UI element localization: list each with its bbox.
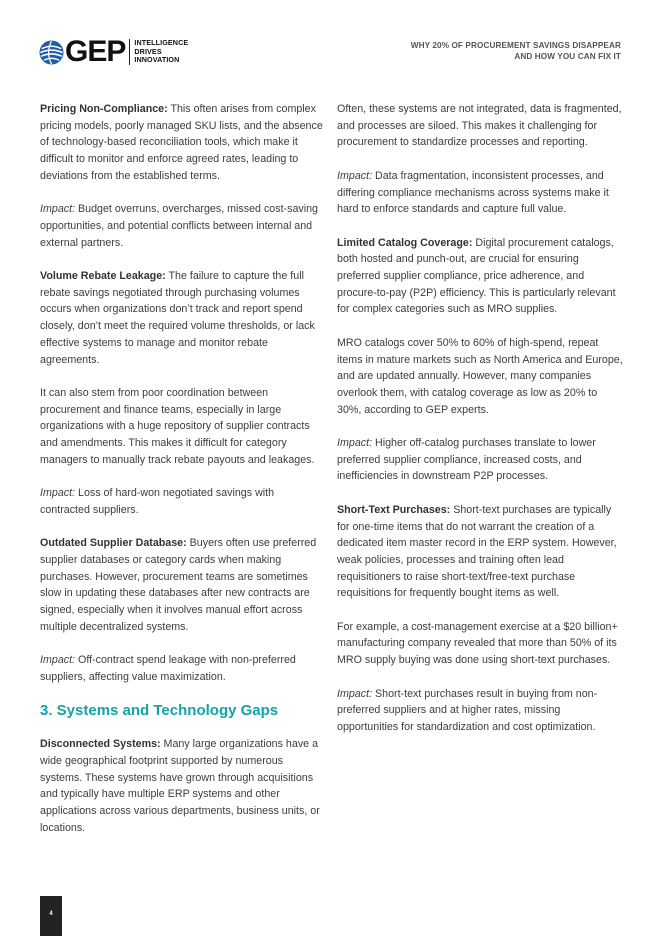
gep-logo xyxy=(39,35,189,68)
tagline-line: INTELLIGENCE xyxy=(134,38,189,48)
paragraph xyxy=(337,335,623,419)
impact-label: Impact: xyxy=(337,169,373,182)
impact-label: Impact: xyxy=(40,487,76,500)
logo-tagline xyxy=(134,39,188,64)
paragraph-text: Off-contract spend leakage with non-preferred suppliers, affecting value maximization. xyxy=(40,654,296,683)
paragraph xyxy=(40,535,324,635)
paragraph xyxy=(337,686,623,736)
paragraph-text: The failure to capture the full rebate savings negotiated through purchasing volumes occurs when organizations don’t track and report spend closely, don’t meet the required volume thresholds, or lack effective systems to manage and monitor rebate agreements. xyxy=(40,270,315,366)
logo-divider xyxy=(129,39,130,65)
tagline-line: DRIVES xyxy=(134,46,162,56)
paragraph-lead: Short-Text Purchases: xyxy=(337,503,451,516)
paragraph xyxy=(40,736,324,836)
paragraph-text: This often arises from complex pricing models, poorly managed SKU lists, and the absence of technology-based reconciliation tools, which make it difficult to monitor and enforce agreed rates, leading to deviations from the established terms. xyxy=(40,103,323,182)
paragraph xyxy=(40,652,324,685)
paragraph-text: Loss of hard-won negotiated savings with contracted suppliers. xyxy=(40,487,275,516)
paragraph-lead: Pricing Non-Compliance: xyxy=(40,103,168,115)
paragraph-text: Short-text purchases result in buying from non-preferred suppliers and at higher rates, missing opportunities for standardization and cost optimization. xyxy=(337,687,598,733)
paragraph-text: Short-text purchases are typically for one-time items that do not warrant the creation of a dedicated item master record in the ERP system. However, weak policies, processes and training often lead requisitioners to raise short-text/free-text purchase requisitions for frequently bought items as well. xyxy=(337,503,617,600)
paragraph xyxy=(337,168,623,218)
paragraph-text: Budget overruns, overcharges, missed cost-saving opportunities, and potential conflicts between internal and external partners. xyxy=(40,203,319,249)
right-column xyxy=(337,101,623,752)
paragraph-text: Digital procurement catalogs, both hosted and punch-out, are crucial for ensuring preferred supplier compliance, price adherence, and procure-to-pay (P2P) efficiency. This is particularly relevant for complex categories such as MRO supplies. xyxy=(337,236,616,316)
paragraph-lead: Limited Catalog Coverage: xyxy=(337,236,473,249)
paragraph xyxy=(337,435,623,485)
page-header xyxy=(0,0,662,80)
paragraph-text: For example, a cost-management exercise at a $20 billion+ manufacturing company revealed that more than 50% of its MRO supply buying was done using short-text purchases. xyxy=(337,620,618,667)
paragraph-text: Data fragmentation, inconsistent processes, and differing compliance mechanisms across systems make it hard to enforce standards and capture full value. xyxy=(337,169,609,216)
running-title xyxy=(411,40,621,62)
page-number-tab xyxy=(40,896,62,936)
paragraph-text: MRO catalogs cover 50% to 60% of high-spend, repeat items in mature markets such as North America and Europe, and are updated annually. However, many companies overlook them, with catalog coverage as low as 20% to 30%, according to GEP experts. xyxy=(337,336,623,416)
tagline-line: INNOVATION xyxy=(134,55,180,65)
paragraph xyxy=(40,201,324,251)
paragraph-text: It can also stem from poor coordination between procurement and finance teams, especially in large organizations with a huge repository of supplier contracts and amendments. This makes it difficult for category managers to manually track rebate payouts and leakages. xyxy=(40,386,315,466)
impact-label: Impact: xyxy=(337,437,373,449)
paragraph xyxy=(40,385,324,469)
paragraph xyxy=(40,101,324,185)
impact-label: Impact: xyxy=(40,203,76,216)
globe-icon xyxy=(39,40,64,65)
paragraph xyxy=(337,502,623,602)
paragraph xyxy=(337,235,623,319)
page-number: 4 xyxy=(49,911,53,917)
paragraph xyxy=(40,268,324,368)
paragraph-lead: Disconnected Systems: xyxy=(40,738,161,751)
paragraph-lead: Volume Rebate Leakage: xyxy=(40,270,166,282)
paragraph-text: Many large organizations have a wide geographical footprint supported by numerous systems. These systems have grown through acquisitions and typically have multiple ERP systems and other applications across various departments, business units, or locations. xyxy=(40,738,320,834)
logo-wordmark: GEP xyxy=(65,35,126,68)
running-title-line: AND HOW YOU CAN FIX IT xyxy=(514,52,621,61)
running-title-line: WHY 20% OF PROCUREMENT SAVINGS DISAPPEAR xyxy=(410,41,621,50)
impact-label: Impact: xyxy=(40,654,76,667)
impact-label: Impact: xyxy=(337,687,373,700)
left-column xyxy=(40,101,324,853)
section-heading: 3. Systems and Technology Gaps xyxy=(40,702,279,720)
paragraph-text: Often, these systems are not integrated, data is fragmented, and processes are siloed. This makes it challenging for procurement to standardize processes and reporting. xyxy=(337,103,622,149)
paragraph-text: Higher off-catalog purchases translate to lower preferred supplier compliance, increased costs, and inefficiencies in downstream P2P processes. xyxy=(337,437,596,483)
paragraph-text: Buyers often use preferred supplier databases or category cards when making purchases. However, procurement teams are sometimes slow in updating these databases after new contracts are signed, especially when it involves manual effort across multiple decentralized systems. xyxy=(40,537,317,633)
paragraph xyxy=(337,619,623,669)
paragraph xyxy=(40,485,324,518)
paragraph-lead: Outdated Supplier Database: xyxy=(40,537,187,550)
paragraph xyxy=(337,101,623,151)
